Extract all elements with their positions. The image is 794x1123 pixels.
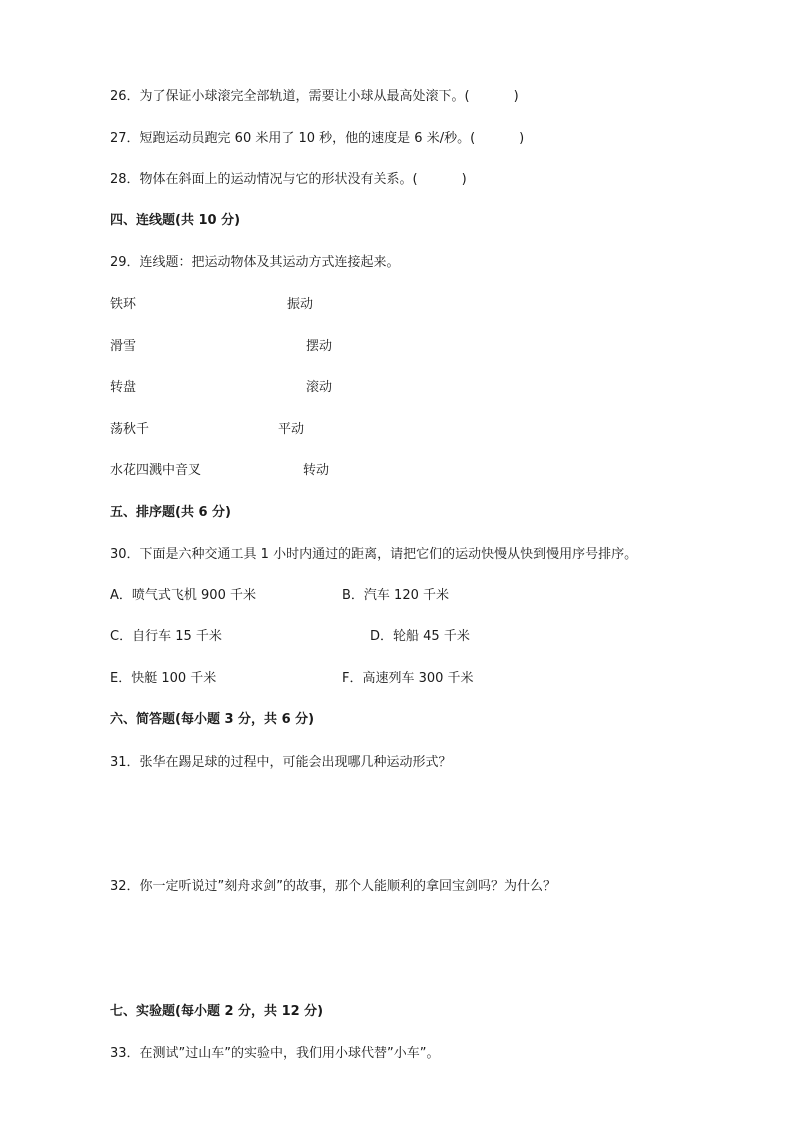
match-left-1[interactable]: 铁环	[110, 297, 137, 312]
match-left-2[interactable]: 滑雪	[110, 339, 137, 354]
match-right-5[interactable]: 转动	[303, 463, 330, 478]
option-e: E．快艇 100 千米	[110, 671, 217, 686]
section-5-title: 五、排序题(共 6 分)	[110, 505, 231, 520]
match-right-2[interactable]: 摆动	[306, 339, 333, 354]
close-paren: )	[461, 172, 467, 187]
question-29: 29．连线题：把运动物体及其运动方式连接起来。	[110, 255, 400, 270]
option-d: D．轮船 45 千米	[370, 629, 470, 644]
question-27	[110, 131, 524, 147]
section-4-title: 四、连线题(共 10 分)	[110, 213, 241, 228]
question-number: 27．	[110, 131, 140, 146]
match-right-1[interactable]: 振动	[287, 297, 314, 312]
question-30: 30．下面是六种交通工具 1 小时内通过的距离，请把它们的运动快慢从快到慢用序号排序。	[110, 547, 638, 562]
close-paren: )	[519, 131, 525, 146]
match-left-5[interactable]: 水花四溅中音叉	[110, 463, 202, 478]
question-text: 短跑运动员跑完 60 米用了 10 秒，他的速度是 6 米/秒。(	[139, 131, 476, 146]
question-number: 26．	[110, 89, 140, 104]
question-32: 32．你一定听说过”刻舟求剑”的故事，那个人能顺利的拿回宝剑吗？为什么？	[110, 879, 557, 894]
question-text: 为了保证小球滚完全部轨道，需要让小球从最高处滚下。(	[139, 89, 470, 104]
match-right-3[interactable]: 滚动	[306, 380, 333, 395]
section-6-title: 六、简答题(每小题 3 分，共 6 分)	[110, 712, 315, 727]
option-f: F．高速列车 300 千米	[342, 671, 474, 686]
question-33: 33．在测试”过山车”的实验中，我们用小球代替”小车”。	[110, 1046, 440, 1061]
question-text: 物体在斜面上的运动情况与它的形状没有关系。(	[139, 172, 418, 187]
question-number: 28．	[110, 172, 140, 187]
close-paren: )	[513, 89, 519, 104]
question-28	[110, 172, 467, 188]
question-26	[110, 89, 519, 105]
match-right-4[interactable]: 平动	[278, 422, 305, 437]
option-b: B．汽车 120 千米	[342, 588, 449, 603]
match-left-4[interactable]: 荡秋千	[110, 422, 150, 437]
option-c: C．自行车 15 千米	[110, 629, 222, 644]
match-left-3[interactable]: 转盘	[110, 380, 137, 395]
question-31: 31．张华在踢足球的过程中，可能会出现哪几种运动形式？	[110, 755, 452, 770]
section-7-title: 七、实验题(每小题 2 分，共 12 分)	[110, 1004, 324, 1019]
option-a: A．喷气式飞机 900 千米	[110, 588, 256, 603]
